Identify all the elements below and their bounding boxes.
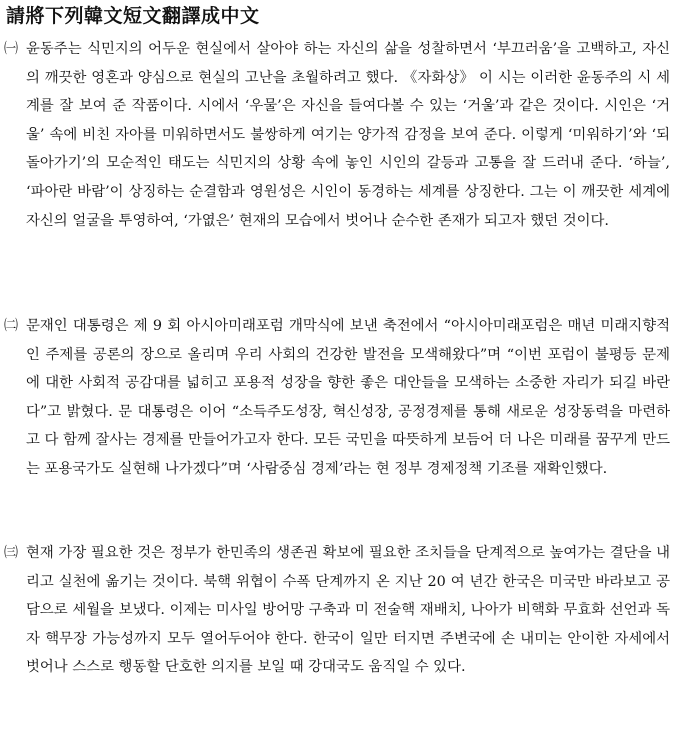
passage-1-number: ㈠ <box>4 41 18 57</box>
passage-1-text: 윤동주는 식민지의 어두운 현실에서 살아야 하는 자신의 삶을 성찰하면서 ‘부끄러움’을 고백하고, 자신의 깨끗한 영혼과 양심으로 현실의 고난을 초월하려고 했다. 《자화상》 이 시는 이러한 윤동주의 시 세계를 잘 보여 준 작품이다. 시에서 ‘우물’은 자신을 들여다볼 수 있는 ‘거울’과 같은 것이다. 시인은 ‘거울’ 속에 비친 자아를 미워하면서도 불쌍하게 여기는 양가적 감정을 보여 준다. 이렇게 ‘미워하기’와 ‘되돌아가기’의 모순적인 태도는 식민지의 상황 속에 놓인 시인의 갈등과 고통을 잘 드러내 준다. ‘하늘’, ‘파아란 바람’이 상징하는 순결함과 영원성은 시인이 동경하는 세계를 상징한다. 그는 이 깨끗한 세계에 자신의 얼굴을 투영하여, ‘가엾은’ 현재의 모습에서 벗어나 순수한 존재가 되고자 했던 것이다. <box>26 41 670 229</box>
passage-3-text: 현재 가장 필요한 것은 정부가 한민족의 생존권 확보에 필요한 조치들을 단계적으로 높여가는 결단을 내리고 실천에 옮기는 것이다. 북핵 위협이 수폭 단계까지 온 지난 20 여 년간 한국은 미국만 바라보고 공담으로 세월을 보냈다. 이제는 미사일 방어망 구축과 미 전술핵 재배치, 나아가 비핵화 무효화 선언과 독자 핵무장 가능성까지 모두 열어두어야 한다. 한국이 일만 터지면 주변국에 손 내미는 안이한 자세에서 벗어나 스스로 행동할 단호한 의지를 보일 때 강대국도 움직일 수 있다. <box>26 545 670 676</box>
passage-3-number: ㈢ <box>4 545 18 561</box>
question-title: 請將下列韓文短文翻譯成中文 <box>6 5 260 27</box>
passage-2-text: 문재인 대통령은 제 9 회 아시아미래포럼 개막식에 보낸 축전에서 “아시아미래포럼은 매년 미래지향적인 주제를 공론의 장으로 올리며 우리 사회의 건강한 발전을 모색해왔다”며 “이번 포럼이 불평등 문제에 대한 사회적 공감대를 넓히고 포용적 성장을 향한 좋은 대안들을 모색하는 소중한 자리가 되길 바란다”고 밝혔다. 문 대통령은 이어 “소득주도성장, 혁신성장, 공정경제를 통해 새로운 성장동력을 마련하고 다 함께 잘사는 경제를 만들어가고자 한다. 모든 국민을 따뜻하게 보듬어 더 나은 미래를 꿈꾸게 만드는 포용국가도 실현해 나가겠다”며 ‘사람중심 경제’라는 현 정부 경제정책 기조를 재확인했다. <box>26 318 670 477</box>
passage-2-number: ㈡ <box>4 318 18 334</box>
passage-2 <box>4 312 672 484</box>
passage-3 <box>4 539 672 682</box>
passage-1 <box>4 35 672 235</box>
